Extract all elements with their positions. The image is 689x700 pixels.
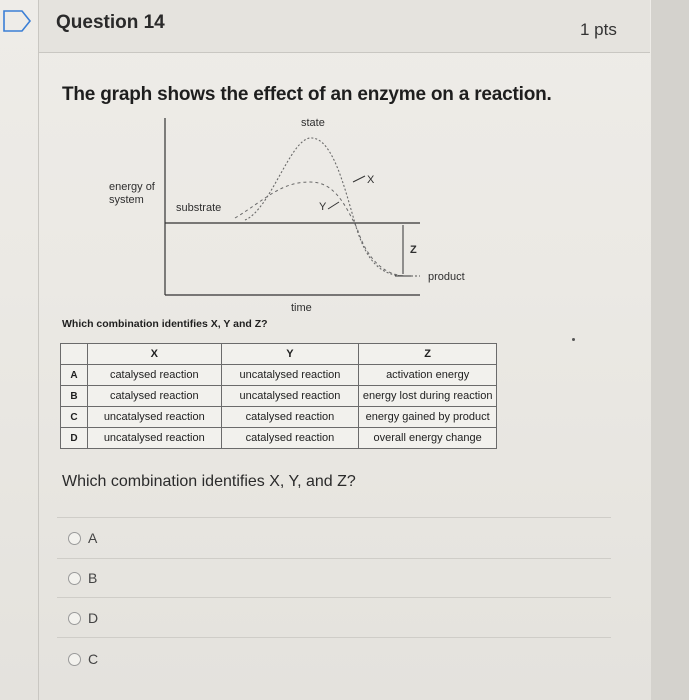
- energy-graph: [95, 110, 515, 315]
- y-axis-label-line2: system: [109, 194, 144, 206]
- row-x: uncatalysed reaction: [87, 428, 221, 449]
- row-y: catalysed reaction: [221, 407, 359, 428]
- option-divider: [57, 558, 611, 559]
- row-letter: D: [61, 428, 88, 449]
- row-z: activation energy: [359, 365, 497, 386]
- product-label: product: [428, 271, 465, 283]
- y-curve-label: Y: [319, 201, 327, 213]
- table-row: [61, 428, 497, 449]
- table-header-z: Z: [359, 344, 497, 365]
- option-label: D: [88, 610, 99, 626]
- answer-option-c[interactable]: [68, 649, 98, 669]
- row-letter: B: [61, 386, 88, 407]
- table-row: [61, 386, 497, 407]
- x-pointer: [353, 176, 365, 182]
- page-margin: [651, 0, 689, 700]
- option-divider: [57, 637, 611, 638]
- row-y: uncatalysed reaction: [221, 365, 359, 386]
- table-row: [61, 365, 497, 386]
- radio-button[interactable]: [68, 572, 81, 585]
- row-x: catalysed reaction: [87, 386, 221, 407]
- table-header-blank: [61, 344, 88, 365]
- y-pointer: [328, 202, 339, 209]
- z-label: Z: [410, 244, 417, 256]
- row-y: catalysed reaction: [221, 428, 359, 449]
- option-label: A: [88, 530, 98, 546]
- row-letter: A: [61, 365, 88, 386]
- option-label: B: [88, 570, 98, 586]
- option-divider: [57, 517, 611, 518]
- question-text: Which combination identifies X, Y, and Z?: [62, 473, 356, 490]
- table-row: [61, 407, 497, 428]
- radio-button[interactable]: [68, 532, 81, 545]
- row-y: uncatalysed reaction: [221, 386, 359, 407]
- table-header-y: Y: [221, 344, 359, 365]
- y-axis-label-line1: energy of: [109, 181, 155, 193]
- option-divider: [57, 597, 611, 598]
- row-z: overall energy change: [359, 428, 497, 449]
- table-header-x: X: [87, 344, 221, 365]
- answer-option-a[interactable]: [68, 528, 97, 548]
- question-title: Question 14: [56, 12, 165, 33]
- answer-option-d[interactable]: [68, 608, 98, 628]
- option-label: C: [88, 651, 99, 667]
- stray-dot: [572, 338, 575, 341]
- flag-question-icon[interactable]: [0, 8, 38, 34]
- table-caption: Which combination identifies X, Y and Z?: [62, 318, 268, 330]
- row-z: energy lost during reaction: [359, 386, 497, 407]
- table-header-row: [61, 344, 497, 365]
- x-curve-label: X: [367, 174, 375, 186]
- x-axis-label: time: [291, 302, 312, 314]
- answer-key-table: [60, 343, 497, 449]
- question-points: 1 pts: [580, 20, 617, 39]
- row-letter: C: [61, 407, 88, 428]
- radio-button[interactable]: [68, 612, 81, 625]
- question-prompt: The graph shows the effect of an enzyme on a reaction.: [62, 84, 552, 105]
- top-label: state: [301, 117, 325, 129]
- answer-option-b[interactable]: [68, 568, 97, 588]
- row-x: catalysed reaction: [87, 365, 221, 386]
- row-x: uncatalysed reaction: [87, 407, 221, 428]
- row-z: energy gained by product: [359, 407, 497, 428]
- catalysed-curve: [235, 182, 407, 276]
- radio-button[interactable]: [68, 653, 81, 666]
- substrate-label: substrate: [176, 202, 222, 214]
